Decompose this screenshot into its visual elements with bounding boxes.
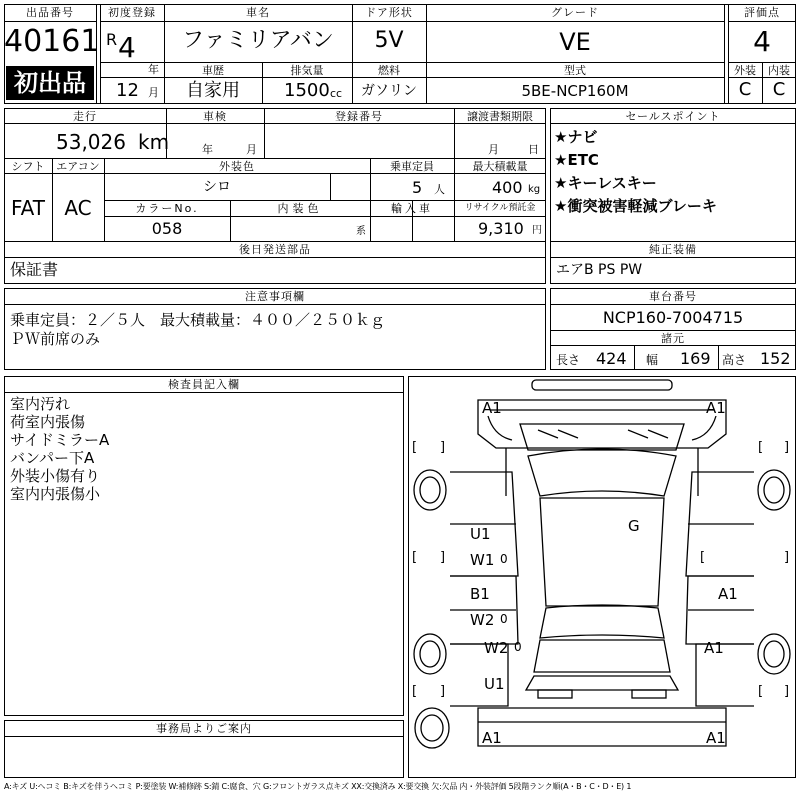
mark-rear-door-left: B1	[470, 585, 490, 603]
car-name: ファミリアバン	[182, 28, 334, 53]
mileage-unit: km	[138, 130, 170, 154]
height-label: 高さ	[722, 353, 747, 367]
mark-front-left: A1	[482, 399, 502, 417]
fuel-label: 燃料	[378, 64, 400, 77]
recycle-label: リサイクル預託金	[464, 203, 536, 213]
recycle-value: 9,310	[478, 219, 524, 238]
lot-number: 40161	[4, 24, 100, 59]
first-reg-month: 12	[116, 80, 139, 101]
zero-mark-2: 0	[500, 612, 508, 626]
chassis-label: 車台番号	[649, 290, 697, 303]
ext-color-value: シロ	[203, 179, 231, 195]
mark-front-right: A1	[706, 399, 726, 417]
bracket-tl-close: ]	[440, 440, 446, 455]
inspector-label: 検査員記入欄	[168, 378, 240, 391]
ac-value: AC	[64, 196, 92, 220]
mark-front-window-left: W1	[470, 551, 495, 569]
shift-label: シフト	[11, 160, 45, 173]
displacement-value: 1500	[284, 80, 330, 101]
bracket-bl-close: ]	[440, 684, 446, 699]
mark-rear-right: A1	[706, 729, 726, 747]
era-letter: R	[106, 30, 118, 49]
car-name-label: 車名	[246, 6, 270, 19]
bracket-tr-close: ]	[784, 440, 790, 455]
later-parts-value: 保証書	[10, 260, 59, 279]
bracket-tr-open: [	[758, 440, 764, 455]
reg-number-label: 登録番号	[335, 110, 383, 123]
bracket-ml-close: ]	[440, 550, 446, 565]
mark-rear-left-lower: U1	[484, 675, 505, 693]
inspector-line-5: 外装小傷有り	[10, 467, 101, 485]
later-parts-label: 後日発送部品	[239, 243, 311, 256]
office-label: 事務局よりご案内	[156, 722, 252, 735]
inspection-label: 車検	[203, 110, 227, 123]
model-value: 5BE-NCP160M	[521, 82, 629, 100]
mark-rear-left: A1	[482, 729, 502, 747]
notes-line-1: 乗車定員：２／５人 最大積載量：４００／２５０ｋｇ	[10, 311, 386, 329]
selling-point-3: ★キーレスキー	[554, 174, 657, 192]
zero-mark-3: 0	[514, 640, 522, 654]
inspection-year-unit: 年	[202, 143, 213, 156]
genuine-label: 純正装備	[649, 243, 697, 256]
inspector-line-6: 室内内張傷小	[10, 485, 101, 503]
height-value: 152	[760, 349, 791, 368]
mark-roof: G	[628, 517, 640, 535]
door-value: 5V	[374, 28, 404, 53]
door-label: ドア形状	[365, 6, 413, 19]
notes-label: 注意事項欄	[245, 290, 305, 303]
first-listing-badge: 初出品	[6, 66, 94, 100]
ext-color-label: 外装色	[219, 160, 255, 173]
bracket-tl-open: [	[412, 440, 418, 455]
mark-quarter-window-left: W2	[484, 639, 509, 657]
inspector-line-1: 室内汚れ	[10, 395, 71, 413]
capacity-value: 5	[412, 178, 423, 197]
selling-points-label: セールスポイント	[625, 110, 721, 123]
length-value: 424	[596, 349, 627, 368]
recycle-unit: 円	[532, 225, 542, 236]
selling-point-2: ★ETC	[554, 151, 599, 169]
import-label: 輸入車	[391, 202, 433, 215]
bracket-mr-close: ]	[784, 550, 790, 565]
inspector-line-2: 荷室内張傷	[10, 413, 86, 431]
bracket-ml-open: [	[412, 550, 418, 565]
month-unit: 月	[148, 86, 159, 99]
chassis-value: NCP160-7004715	[602, 308, 744, 327]
first-reg-label: 初度登録	[108, 6, 156, 19]
max-load-value: 400	[492, 178, 523, 197]
dims-label: 諸元	[661, 332, 685, 345]
transfer-day-unit: 日	[528, 143, 539, 156]
displacement-label: 排気量	[290, 64, 324, 77]
inspector-line-3: サイドミラーA	[10, 431, 110, 449]
score-label: 評価点	[744, 6, 780, 19]
first-reg-year: 4	[118, 31, 136, 64]
capacity-unit: 人	[434, 183, 445, 196]
bracket-bl-open: [	[412, 684, 418, 699]
color-no-value: 058	[151, 219, 183, 238]
displacement-unit: cc	[330, 87, 343, 100]
score-value: 4	[753, 25, 771, 58]
mark-front-door-left: U1	[470, 525, 491, 543]
width-label: 幅	[646, 353, 659, 367]
exterior-grade: C	[738, 79, 752, 100]
mileage-value: 53,026	[56, 130, 126, 154]
interior-grade: C	[772, 79, 786, 100]
interior-grade-label: 内装	[768, 64, 790, 77]
bracket-br-open: [	[758, 684, 764, 699]
selling-point-4: ★衝突被害軽減ブレーキ	[554, 197, 717, 215]
color-no-label: カラーNo.	[135, 202, 199, 215]
max-load-unit: kg	[528, 184, 541, 195]
zero-mark-1: 0	[500, 552, 508, 566]
history-label: 車歴	[202, 64, 224, 77]
lot-label: 出品番号	[26, 6, 74, 19]
grade-value: VE	[559, 28, 591, 56]
history-value: 自家用	[186, 80, 240, 101]
mark-rear-window-left: W2	[470, 611, 495, 629]
max-load-label: 最大積載量	[472, 160, 528, 173]
legend-text: A:キズ U:ヘコミ B:キズを伴うヘコミ P:要塗装 W:補修跡 S:錆 C:腐食、穴 G:フロントガラス点キズ XX:交換済み X:要交換 欠:欠品 内・外装評価 5段階ランク順(A・B・C・D・E) 1	[4, 782, 632, 791]
bracket-mr-open: [	[700, 550, 706, 565]
width-value: 169	[680, 349, 711, 368]
year-unit: 年	[148, 63, 159, 76]
length-label: 長さ	[556, 353, 581, 367]
ac-label: エアコン	[56, 160, 100, 173]
capacity-label: 乗車定員	[390, 160, 434, 173]
shift-value: FAT	[10, 196, 45, 220]
bracket-br-close: ]	[784, 684, 790, 699]
transfer-month-unit: 月	[488, 143, 499, 156]
car-diagram	[408, 376, 796, 778]
inspector-line-4: バンパー下A	[10, 449, 95, 467]
grade-label: グレード	[551, 6, 599, 19]
fuel-value: ガソリン	[361, 83, 417, 99]
mileage-label: 走行	[73, 110, 97, 123]
int-color-unit: 系	[356, 226, 366, 237]
exterior-grade-label: 外装	[734, 64, 756, 77]
mark-quarter-right: A1	[704, 639, 724, 657]
inspection-month-unit: 月	[246, 143, 257, 156]
selling-point-1: ★ナビ	[554, 128, 598, 146]
mark-rear-door-right: A1	[718, 585, 738, 603]
genuine-value: エアB PS PW	[556, 262, 643, 278]
transfer-label: 譲渡書類期限	[467, 110, 533, 123]
notes-line-2: ＰＷ前席のみ	[10, 330, 101, 348]
model-label: 型式	[564, 64, 586, 77]
int-color-label: 内装色	[277, 202, 323, 215]
